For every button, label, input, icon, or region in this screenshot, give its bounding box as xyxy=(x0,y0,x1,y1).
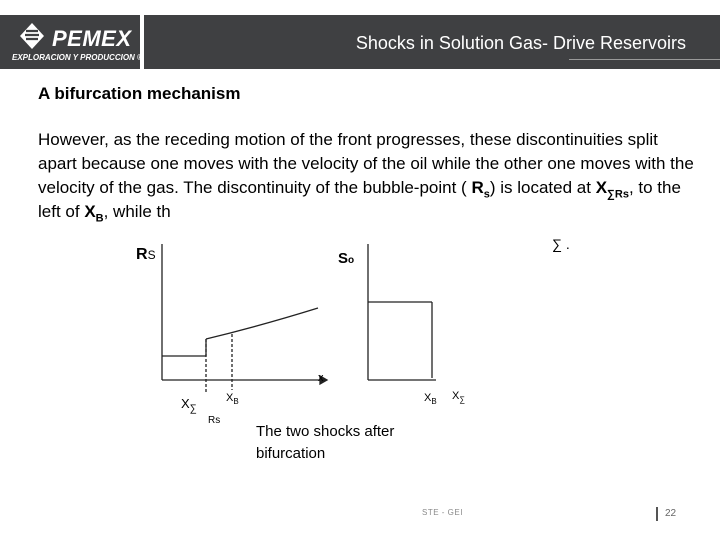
xb-subscript: B xyxy=(95,212,104,225)
body-paragraph xyxy=(38,128,698,224)
bifurcation-figure xyxy=(120,238,440,413)
logo-brand: PEMEX xyxy=(52,26,132,51)
footer-label: STE - GEI xyxy=(422,508,463,517)
x-sigma-symbol: X xyxy=(595,178,608,197)
page-number: 22 xyxy=(665,508,677,519)
rs-x-sigma-subscript-label: Rs xyxy=(208,415,221,426)
body-trailing-sigma: ∑ . xyxy=(552,236,570,252)
rs-x-sigma-label: $X_\sum$ xyxy=(181,396,197,415)
logo-tagline: EXPLORACION Y PRODUCCION ® xyxy=(12,53,143,62)
so-x-sigma-label: $X_\sum$ xyxy=(452,390,466,405)
rs-plot-x-axis-label: x xyxy=(318,372,324,384)
header-bar xyxy=(144,15,720,69)
slide-title: Shocks in Solution Gas- Drive Reservoirs xyxy=(355,33,686,53)
rs-subscript: s xyxy=(483,188,490,201)
xb-symbol: X xyxy=(84,202,96,221)
pemex-emblem-icon xyxy=(18,22,46,50)
body-text-3: , to the left of xyxy=(38,178,681,221)
rs-plot-y-label: RS xyxy=(136,246,156,263)
header-underline xyxy=(569,59,720,60)
rs-xb-label: $X_B$ xyxy=(226,392,239,407)
pemex-logo xyxy=(0,15,143,69)
figure-caption: The two shocks after bifurcation xyxy=(256,423,395,462)
footer-divider xyxy=(656,507,658,521)
body-text-2: ) is located at xyxy=(489,178,596,197)
rs-symbol: R xyxy=(471,178,484,197)
so-xb-label: $X_B$ xyxy=(424,392,437,407)
body-text-1: However, as the receding motion of the front progresses, these discontinuities split apart because one moves with the velocity of the oil while the other one moves with the velocity of the gas. The discontinuity of the bubble-point ( xyxy=(38,130,694,197)
so-plot-y-label: So xyxy=(338,250,355,267)
slide-subtitle: A bifurcation mechanism xyxy=(38,84,241,103)
body-text-4: , while th xyxy=(103,202,171,221)
x-sigma-subscript: ∑Rs xyxy=(607,188,629,201)
